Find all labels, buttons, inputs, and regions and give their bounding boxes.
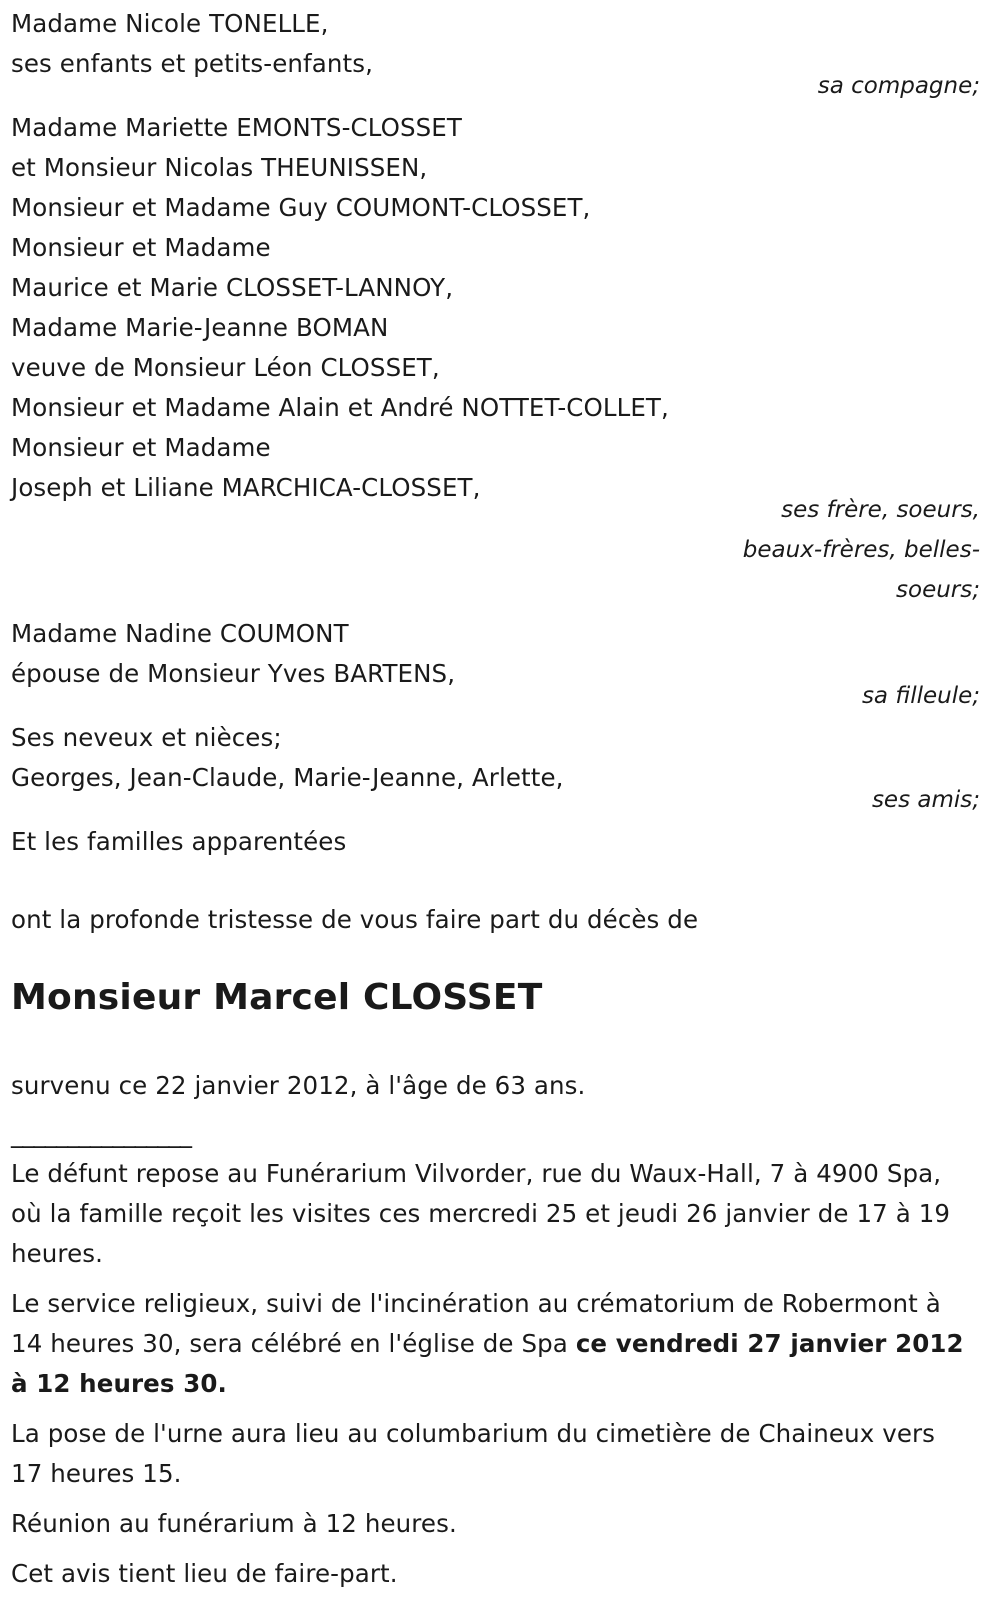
family-line: Madame Nicole TONELLE, <box>11 9 329 38</box>
relation-label <box>11 490 990 610</box>
relation-label: sa compagne; <box>817 73 980 99</box>
relation-label: sa filleule; <box>861 683 980 709</box>
family-line: Joseph et Liliane MARCHICA-CLOSSET, <box>11 473 481 502</box>
separator-line: ________________ <box>11 1119 191 1148</box>
service-date: ce vendredi 27 janvier 2012 à 12 heures 30. <box>11 1329 964 1398</box>
relation-label: ses amis; <box>871 787 980 813</box>
family-line: et Monsieur Nicolas THEUNISSEN, <box>11 153 428 182</box>
family-line: veuve de Monsieur Léon CLOSSET, <box>11 353 440 382</box>
paragraph-service <box>11 1284 990 1404</box>
family-line: Maurice et Marie CLOSSET-LANNOY, <box>11 273 454 302</box>
paragraph-urne: La pose de l'urne aura lieu au columbarium du cimetière de Chaineux vers 17 heures 15. <box>11 1419 936 1488</box>
paragraph-avis: Cet avis tient lieu de faire-part. <box>11 1559 398 1588</box>
family-line: Madame Marie-Jeanne BOMAN <box>11 313 389 342</box>
service-text: Le service religieux, suivi de l'incinération au crématorium de Robermont à 14 heures 30, sera célébré en l'église de Spa <box>11 1289 941 1358</box>
relation-label-line: beaux-frères, belles- <box>742 537 980 563</box>
family-line: Monsieur et Madame <box>11 433 271 462</box>
family-group-siblings <box>11 108 990 610</box>
family-line: Ses neveux et nièces; <box>11 723 282 752</box>
paragraph-repose: Le défunt repose au Funérarium Vilvorder, rue du Waux-Hall, 7 à 4900 Spa, où la famille reçoit les visites ces mercredi 25 et jeudi 26 janvier de 17 à 19 heures. <box>11 1159 951 1268</box>
family-line: ses enfants et petits-enfants, <box>11 49 373 78</box>
family-line: Monsieur et Madame Guy COUMONT-CLOSSET, <box>11 193 591 222</box>
family-group-goddaughter <box>11 614 990 716</box>
family-group-partner <box>11 4 990 106</box>
death-info: survenu ce 22 janvier 2012, à l'âge de 63 ans. <box>11 1071 586 1100</box>
family-line: Madame Mariette EMONTS-CLOSSET <box>11 113 462 142</box>
family-line: Madame Nadine COUMONT <box>11 619 349 648</box>
family-line: Monsieur et Madame <box>11 233 271 262</box>
deceased-name: Monsieur Marcel CLOSSET <box>11 977 543 1018</box>
paragraph-reunion: Réunion au funérarium à 12 heures. <box>11 1509 457 1538</box>
family-line: Monsieur et Madame Alain et André NOTTET-COLLET, <box>11 393 669 422</box>
relation-label-line: ses frère, soeurs, <box>781 497 980 523</box>
family-line: épouse de Monsieur Yves BARTENS, <box>11 659 456 688</box>
family-line: Georges, Jean-Claude, Marie-Jeanne, Arlette, <box>11 763 564 792</box>
family-group-friends <box>11 718 990 820</box>
relation-label-line: soeurs; <box>896 577 980 603</box>
families-line: Et les familles apparentées <box>11 827 347 856</box>
announcement-text: ont la profonde tristesse de vous faire part du décès de <box>11 905 699 934</box>
